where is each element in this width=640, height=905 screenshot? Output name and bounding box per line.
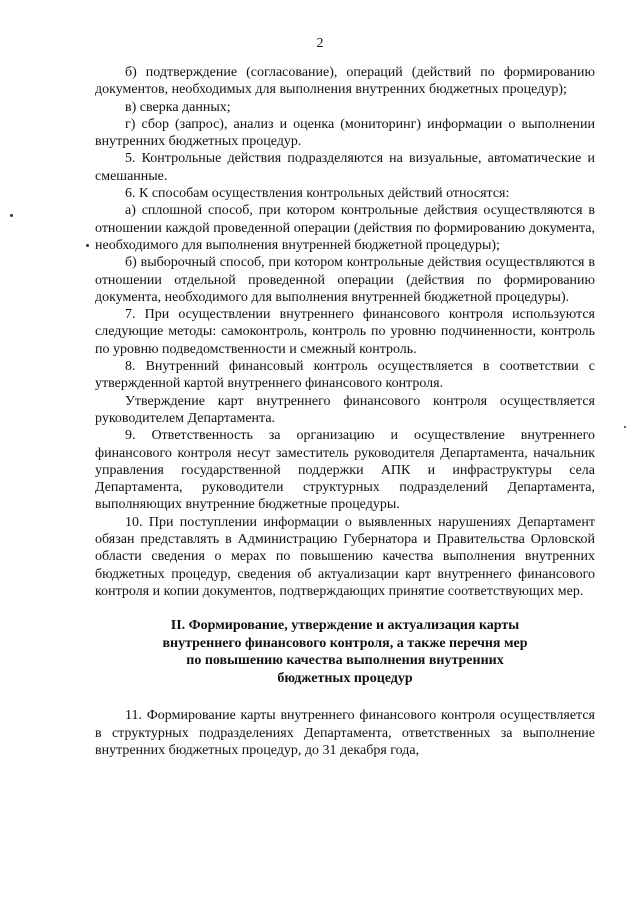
section-heading-line-2: внутреннего финансового контроля, а также перечня мер <box>162 635 528 651</box>
paragraph-g-monitoring: г) сбор (запрос), анализ и оценка (мониторинг) информации о выполнении внутренних бюджетных процедур. <box>95 116 595 150</box>
document-body <box>95 64 595 759</box>
section-heading <box>95 617 595 687</box>
paragraph-10: 10. При поступлении информации о выявленных нарушениях Департамент обязан представлять в Администрацию Губернатора и Правительства Орловской области сведения о мерах по повышению качества выполнения внутренних бюджетных процедур, сведения об актуализации карт внутреннего финансового контроля и копии документов, подтверждающих принятие соответствующих мер. <box>95 514 595 599</box>
paragraph-11: 11. Формирование карты внутреннего финансового контроля осуществляется в структурных подразделениях Департамента, ответственных за выполнение внутренних бюджетных процедур, до 31 декабря года, <box>95 708 595 758</box>
paragraph-v-reconciliation: в) сверка данных; <box>125 99 231 115</box>
paragraph-6a-continuous: а) сплошной способ, при котором контрольные действия осуществляются в отношении каждой проведенной операции (действия по формированию документа, необходимого для выполнения внутренней бюджетной процедуры); <box>95 203 595 253</box>
paragraph-7: 7. При осуществлении внутреннего финансового контроля используются следующие методы: самоконтроль, контроль по уровню подчиненности, контроль по уровню подведомственности и смежный контроль. <box>95 307 595 357</box>
scan-speck <box>10 214 13 217</box>
scan-speck <box>624 426 626 428</box>
section-heading-line-3: по повышению качества выполнения внутренних <box>186 653 504 669</box>
paragraph-5: 5. Контрольные действия подразделяются на визуальные, автоматические и смешанные. <box>95 151 595 184</box>
paragraph-8-approval: Утверждение карт внутреннего финансового контроля осуществляется руководителем Департамента. <box>95 393 595 426</box>
paragraph-9: 9. Ответственность за организацию и осуществление внутреннего финансового контроля несут заместитель руководителя Департамента, начальник управления государственной поддержки АПК и инфраструктуры села Департамента, руководители структурных подразделений Департамента, выполняющих внутренние бюджетные процедуры. <box>95 428 595 513</box>
scan-speck <box>86 244 89 247</box>
paragraph-b-approval: б) подтверждение (согласование), операций (действий по формированию документов, необходимых для выполнения внутренних бюджетных процедур); <box>95 65 595 98</box>
page-number: 2 <box>316 36 324 51</box>
paragraph-8: 8. Внутренний финансовый контроль осуществляется в соответствии с утвержденной картой внутреннего финансового контроля. <box>95 359 595 392</box>
paragraph-6: 6. К способам осуществления контрольных действий относятся: <box>125 186 510 202</box>
section-heading-line-4: бюджетных процедур <box>277 670 413 686</box>
section-heading-line-1: II. Формирование, утверждение и актуализация карты <box>170 618 520 634</box>
paragraph-6b-selective: б) выборочный способ, при котором контрольные действия осуществляются в отношении отдельной проведенной операции (действия по формированию документа, необходимого для выполнения внутренней бюджетной процедуры). <box>95 255 595 305</box>
